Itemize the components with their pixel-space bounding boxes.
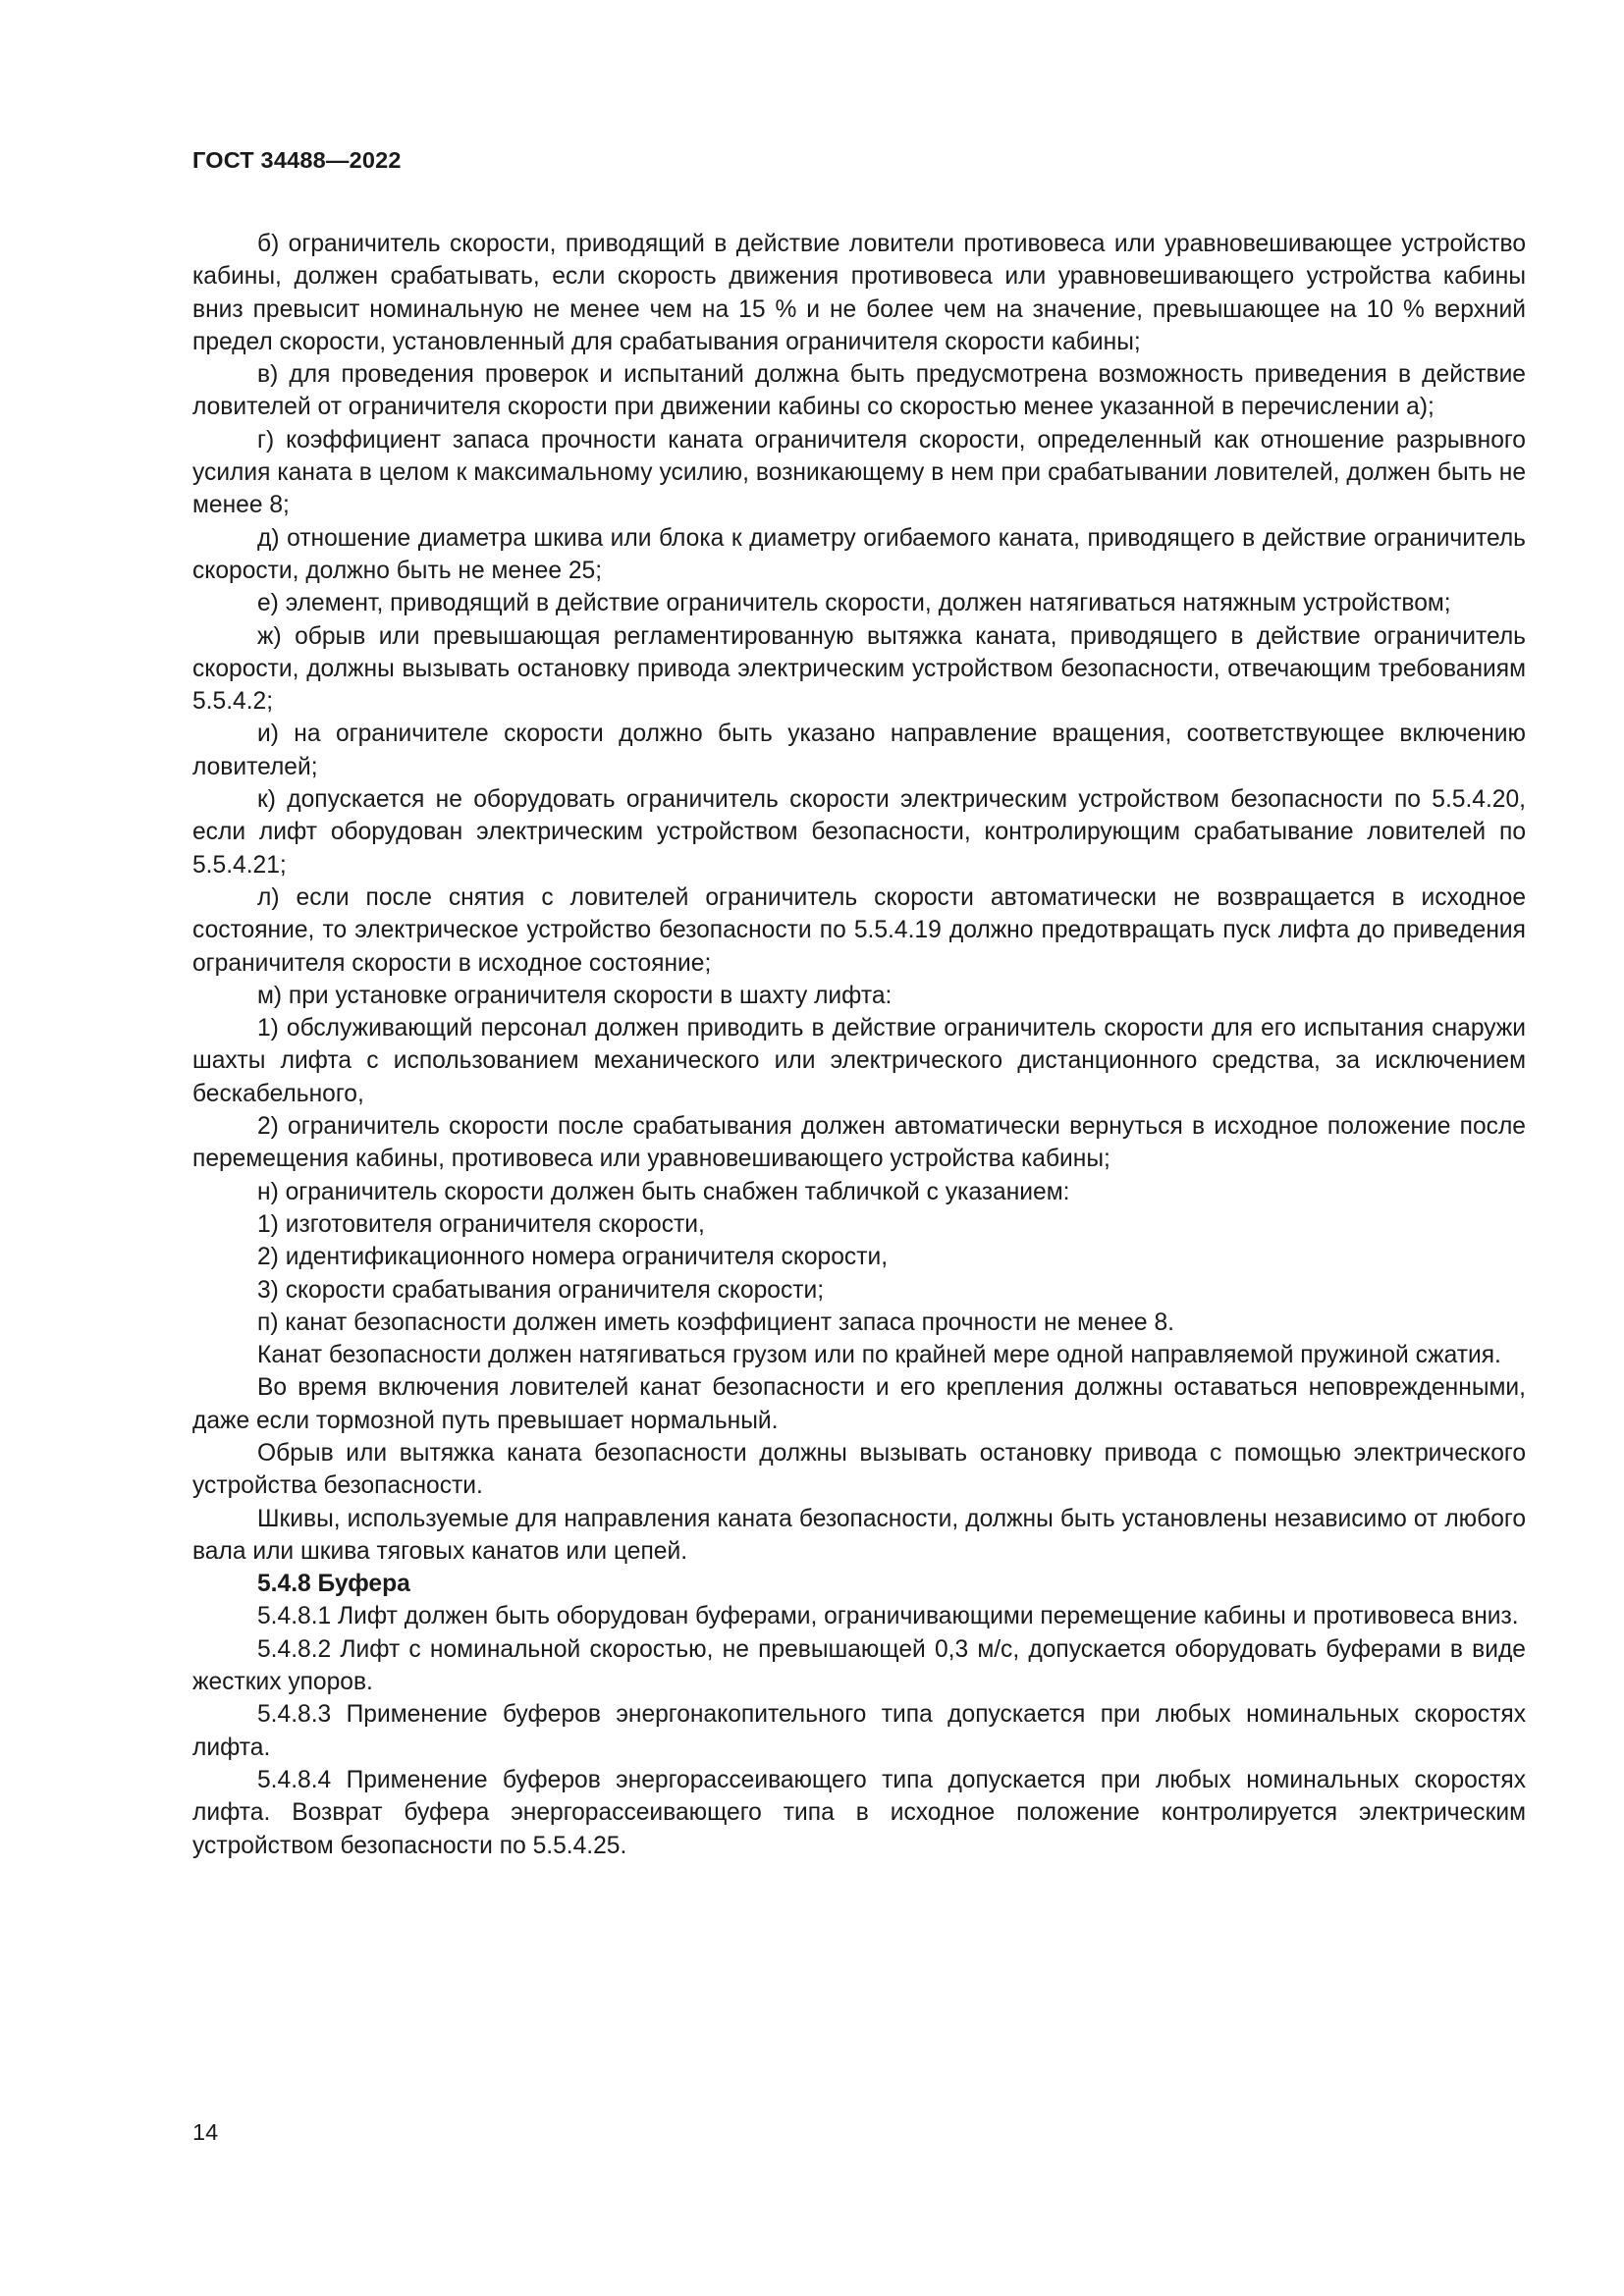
paragraph-g: г) коэффициент запаса прочности каната ограничителя скорости, определенный как отношение разрывного усилия каната в целом к максимальному усилию, возникающему в нем при срабатывании ловителей, должен быть не менее 8; [192, 426, 1526, 519]
paragraph-5-4-8-3: 5.4.8.3 Применение буферов энергонакопительного типа допускается при любых номинальных скоростях лифта. [192, 1701, 1526, 1761]
paragraph-5-4-8-1: 5.4.8.1 Лифт должен быть оборудован буферами, ограничивающими перемещение кабины и противовеса вниз. [257, 1603, 1519, 1630]
section-heading-buffers: 5.4.8 Буфера [257, 1571, 410, 1598]
paragraph-zh: ж) обрыв или превышающая регламентированную вытяжка каната, приводящего в действие ограничитель скорости, должны вызывать остановку привода электрическим устройством безопасности, отвечающим требованиям 5.5.4.2; [192, 622, 1526, 716]
paragraph-safety-rope-integrity: Во время включения ловителей канат безопасности и его крепления должны оставаться неповрежденными, даже если тормозной путь превышает нормальный. [192, 1374, 1526, 1434]
paragraph-d: д) отношение диаметра шкива или блока к диаметру огибаемого каната, приводящего в действие ограничитель скорости, должно быть не менее 25; [192, 524, 1526, 584]
page-number: 14 [192, 2119, 219, 2145]
paragraph-safety-rope-sheaves: Шкивы, используемые для направления каната безопасности, должны быть установлены независимо от любого вала или шкива тяговых канатов или цепей. [192, 1505, 1526, 1565]
paragraph-l: л) если после снятия с ловителей ограничитель скорости автоматически не возвращается в исходное состояние, то электрическое устройство безопасности по 5.5.4.19 должно предотвращать пуск лифта до приведения ограничителя скорости в исходное состояние; [192, 883, 1526, 977]
paragraph-m: м) при установке ограничителя скорости в шахту лифта: [257, 982, 893, 1009]
paragraph-e: е) элемент, приводящий в действие ограничитель скорости, должен натягиваться натяжным устройством; [257, 590, 1451, 617]
paragraph-n: н) ограничитель скорости должен быть снабжен табличкой с указанием: [257, 1178, 1070, 1205]
page-header: ГОСТ 34488—2022 [192, 147, 402, 173]
paragraph-safety-rope-tension: Канат безопасности должен натягиваться грузом или по крайней мере одной направляемой пружиной сжатия. [257, 1342, 1501, 1369]
paragraph-i: и) на ограничителе скорости должно быть указано направление вращения, соответствующее включению ловителей; [192, 721, 1526, 780]
paragraph-p: п) канат безопасности должен иметь коэффициент запаса прочности не менее 8. [257, 1308, 1174, 1336]
paragraph-n-1: 1) изготовителя ограничителя скорости, [257, 1210, 705, 1238]
paragraph-b: б) ограничитель скорости, приводящий в действие ловители противовеса или уравновешивающее устройство кабины, должен срабатывать, если скорость движения противовеса или уравновешивающего устройства кабины вниз превысит номинальную не менее чем на 15 % и не более чем на значение, превышающее на 10 % верхний предел скорости, установленный для срабатывания ограничителя скорости кабины; [192, 231, 1526, 355]
document-body [192, 228, 1526, 1862]
paragraph-v: в) для проведения проверок и испытаний должна быть предусмотрена возможность приведения в действие ловителей от ограничителя скорости при движении кабины со скоростью менее указанной в перечислении а); [192, 361, 1526, 421]
paragraph-k: к) допускается не оборудовать ограничитель скорости электрическим устройством безопасности по 5.5.4.20, если лифт оборудован электрическим устройством безопасности, контролирующим срабатывание ловителей по 5.5.4.21; [192, 786, 1526, 879]
paragraph-m-1: 1) обслуживающий персонал должен приводить в действие ограничитель скорости для его испытания снаружи шахты лифта с использованием механического или электрического дистанционного средства, за исключением бескабельного, [192, 1015, 1526, 1107]
paragraph-n-2: 2) идентификационного номера ограничителя скорости, [257, 1244, 889, 1271]
paragraph-5-4-8-2: 5.4.8.2 Лифт с номинальной скоростью, не превышающей 0,3 м/с, допускается оборудовать буферами в виде жестких упоров. [192, 1635, 1526, 1696]
paragraph-safety-rope-break: Обрыв или вытяжка каната безопасности должны вызывать остановку привода с помощью электрического устройства безопасности. [192, 1439, 1526, 1500]
paragraph-5-4-8-4: 5.4.8.4 Применение буферов энергорассеивающего типа допускается при любых номинальных скоростях лифта. Возврат буфера энергорассеивающего типа в исходное положение контролируется электрическим устройством безопасности по 5.5.4.25. [192, 1766, 1526, 1859]
paragraph-m-2: 2) ограничитель скорости после срабатывания должен автоматически вернуться в исходное положение после перемещения кабины, противовеса или уравновешивающего устройства кабины; [192, 1113, 1526, 1173]
paragraph-n-3: 3) скорости срабатывания ограничителя скорости; [257, 1276, 825, 1304]
